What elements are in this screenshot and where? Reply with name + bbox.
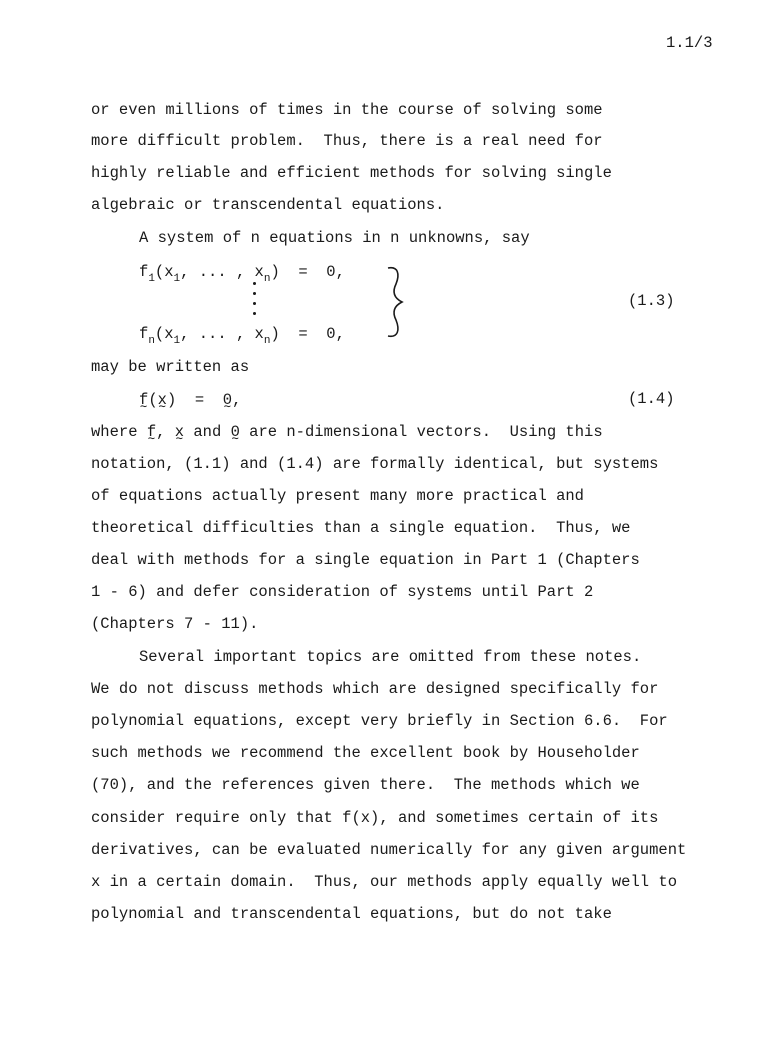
system-intro-line: A system of n equations in n unknowns, say (139, 229, 530, 247)
paragraph-line: 1 - 6) and defer consideration of systems until Part 2 (91, 583, 594, 601)
equation-1-4: f ∼(x ∼) = 0 ∼, (139, 390, 241, 410)
paragraph-line: x in a certain domain. Thus, our methods apply equally well to (91, 873, 677, 891)
vertical-ellipsis (253, 282, 257, 322)
paragraph-line: such methods we recommend the excellent book by Householder (91, 744, 640, 762)
right-brace-icon (380, 262, 410, 342)
equation-1-3-first-row: $f_1(x_1$, ... , $x_n) = 0$, (139, 263, 345, 285)
written-as-line: may be written as (91, 358, 250, 376)
paragraph-line: of equations actually present many more practical and (91, 487, 584, 505)
vector-x: x ∼ (158, 390, 167, 410)
vector-zero: 0 ∼ (223, 390, 232, 410)
paragraph-line: or even millions of times in the course of solving some (91, 101, 603, 119)
paragraph-line: highly reliable and efficient methods for solving single (91, 164, 612, 182)
paragraph-line: polynomial and transcendental equations, but do not take (91, 905, 612, 923)
paragraph-line: Several important topics are omitted from these notes. (139, 648, 642, 666)
paragraph-line: (Chapters 7 - 11). (91, 615, 259, 633)
paragraph-line: consider require only that f(x), and sometimes certain of its (91, 809, 659, 827)
paragraph-line: (70), and the references given there. The methods which we (91, 776, 640, 794)
paragraph-line: algebraic or transcendental equations. (91, 196, 445, 214)
paragraph-line: polynomial equations, except very briefly in Section 6.6. For (91, 712, 668, 730)
paragraph-line: deal with methods for a single equation in Part 1 (Chapters (91, 551, 640, 569)
equation-number-1-3: (1.3) (628, 292, 675, 310)
equation-1-3-last-row: $f_n(x_1$, ... , $x_n) = 0$, (139, 325, 345, 347)
paragraph-line: derivatives, can be evaluated numerically for any given argument (91, 841, 687, 859)
where-line: where f ∼, x ∼ and 0 ∼ are n-dimensional vectors. Using this (91, 422, 603, 442)
paragraph-line: We do not discuss methods which are designed specifically for (91, 680, 659, 698)
page-number: 1.1/3 (666, 34, 713, 52)
paragraph-line: notation, (1.1) and (1.4) are formally identical, but systems (91, 455, 659, 473)
paragraph-line: more difficult problem. Thus, there is a real need for (91, 132, 603, 150)
equation-number-1-4: (1.4) (628, 390, 675, 408)
vector-f: f ∼ (139, 390, 148, 410)
paragraph-line: theoretical difficulties than a single equation. Thus, we (91, 519, 631, 537)
